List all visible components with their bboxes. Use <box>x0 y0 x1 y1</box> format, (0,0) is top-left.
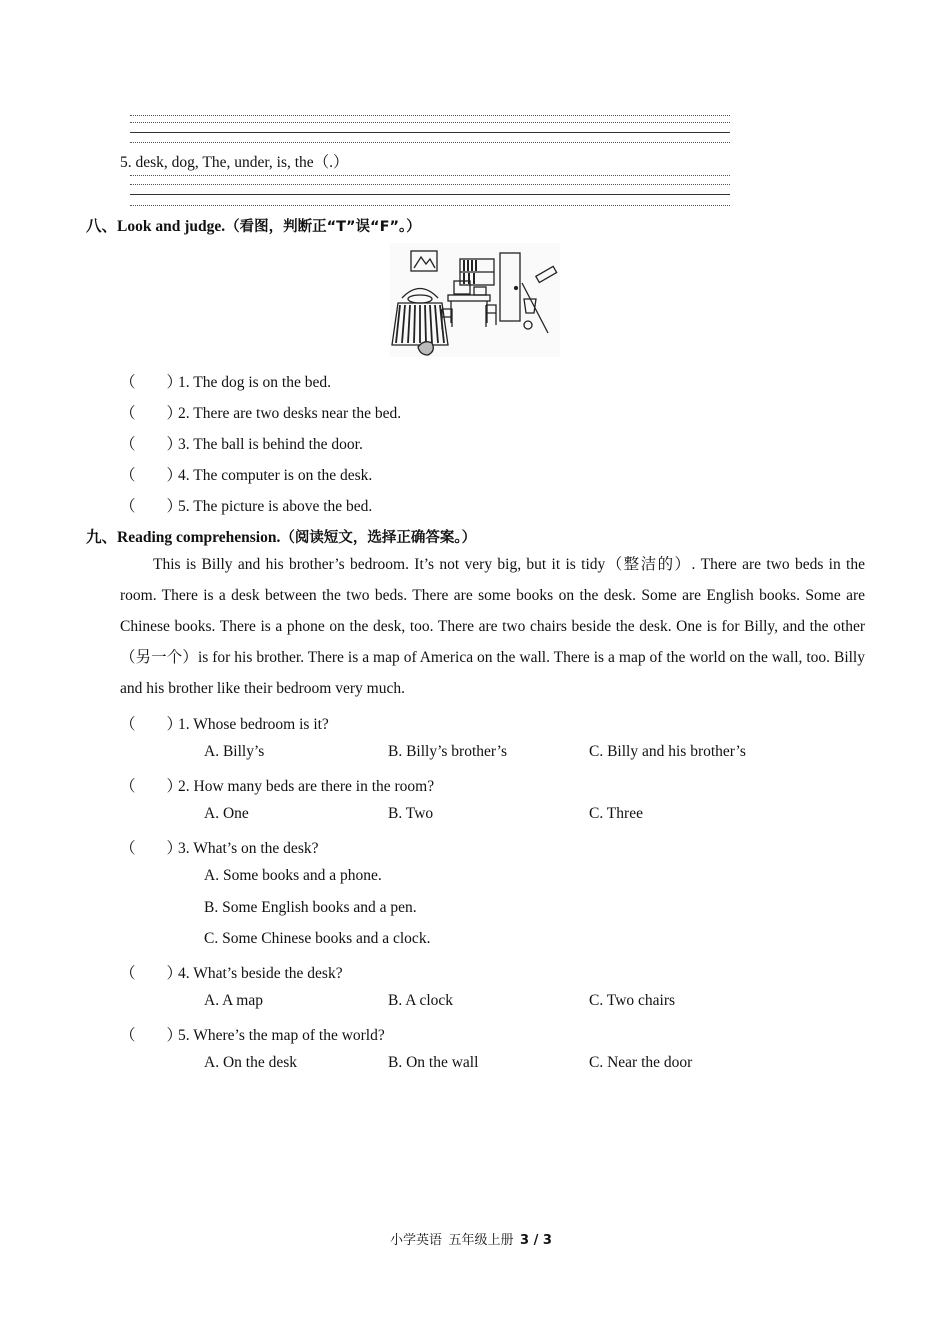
question-text: 4. What’s beside the desk? <box>178 965 343 982</box>
section-8-title: 八、Look and judge. <box>86 218 226 235</box>
writing-line <box>130 132 730 133</box>
section-9-title-cn: （阅读短文，选择正确答案。） <box>280 530 477 546</box>
writing-line <box>130 184 730 185</box>
option-a: A. One <box>204 805 249 822</box>
answer-blank[interactable]: （ ） <box>120 965 183 982</box>
option-b: B. Some English books and a pen. <box>204 899 417 916</box>
judge-item <box>120 463 372 485</box>
option-a: A. A map <box>204 992 263 1009</box>
writing-line <box>130 175 730 176</box>
question-text: 3. What’s on the desk? <box>178 840 319 857</box>
question <box>120 961 343 983</box>
option-a: A. Billy’s <box>204 743 265 760</box>
bedroom-picture <box>390 243 560 357</box>
answer-blank[interactable]: （ ） <box>120 716 183 733</box>
question-text: 1. Whose bedroom is it? <box>178 716 329 733</box>
question-text: 2. How many beds are there in the room? <box>178 778 435 795</box>
section-8-title-cn: （看图，判断正“T”误“F”。） <box>225 219 421 235</box>
judge-item <box>120 401 401 423</box>
option-c: C. Near the door <box>589 1054 693 1071</box>
option-c: C. Three <box>589 805 643 822</box>
option-a: A. Some books and a phone. <box>204 867 382 884</box>
writing-line <box>130 194 730 195</box>
option-b: B. Two <box>388 805 434 822</box>
answer-blank[interactable]: （ ） <box>120 498 183 515</box>
judge-statement: 3. The ball is behind the door. <box>178 436 363 453</box>
page-number: 3 / 3 <box>520 1233 552 1248</box>
option-c: C. Two chairs <box>589 992 676 1009</box>
answer-blank[interactable]: （ ） <box>120 436 183 453</box>
option-c: C. Some Chinese books and a clock. <box>204 930 431 947</box>
judge-statement: 4. The computer is on the desk. <box>178 467 373 484</box>
option-b: B. A clock <box>388 992 454 1009</box>
option-c: C. Billy and his brother’s <box>589 743 746 760</box>
option-b: B. On the wall <box>388 1054 479 1071</box>
judge-item <box>120 370 331 392</box>
reading-passage: This is Billy and his brother’s bedroom. It’s not very big, but it is tidy（整洁的）. There are two beds in the room. There is a desk between the two beds. There are some books on the desk. Some are English books. Some are Chinese books. There is a phone on the desk, too. There are two chairs beside the desk. One is for Billy, and the other（另一个）is for his brother. There is a map of America on the wall. There is a map of the world on the wall, too. Billy and his brother like their bedroom very much. <box>120 556 865 697</box>
option-a: A. On the desk <box>204 1054 297 1071</box>
page-footer <box>390 1229 552 1248</box>
answer-blank[interactable]: （ ） <box>120 405 183 422</box>
question <box>120 836 318 858</box>
answer-blank[interactable]: （ ） <box>120 840 183 857</box>
writing-line <box>130 115 730 116</box>
question <box>120 712 329 734</box>
footer-grade: 五年级上册 <box>448 1233 514 1248</box>
judge-item <box>120 432 363 454</box>
writing-line <box>130 122 730 123</box>
question <box>120 1023 385 1045</box>
answer-blank[interactable]: （ ） <box>120 467 183 484</box>
judge-statement: 2. There are two desks near the bed. <box>178 405 402 422</box>
section-9-title: 九、Reading comprehension. <box>86 529 281 546</box>
writing-line <box>130 142 730 143</box>
footer-subject: 小学英语 <box>390 1233 443 1248</box>
section-8-heading <box>86 214 421 236</box>
answer-blank[interactable]: （ ） <box>120 1027 183 1044</box>
answer-blank[interactable]: （ ） <box>120 374 183 391</box>
writing-line <box>130 205 730 206</box>
question-text: 5. Where’s the map of the world? <box>178 1027 385 1044</box>
question <box>120 774 434 796</box>
question-5-sentence: 5. desk, dog, The, under, is, the（.） <box>120 154 349 171</box>
option-b: B. Billy’s brother’s <box>388 743 507 760</box>
judge-statement: 5. The picture is above the bed. <box>178 498 373 515</box>
section-9-heading <box>86 525 476 547</box>
judge-item <box>120 494 372 516</box>
judge-statement: 1. The dog is on the bed. <box>178 374 331 391</box>
answer-blank[interactable]: （ ） <box>120 778 183 795</box>
